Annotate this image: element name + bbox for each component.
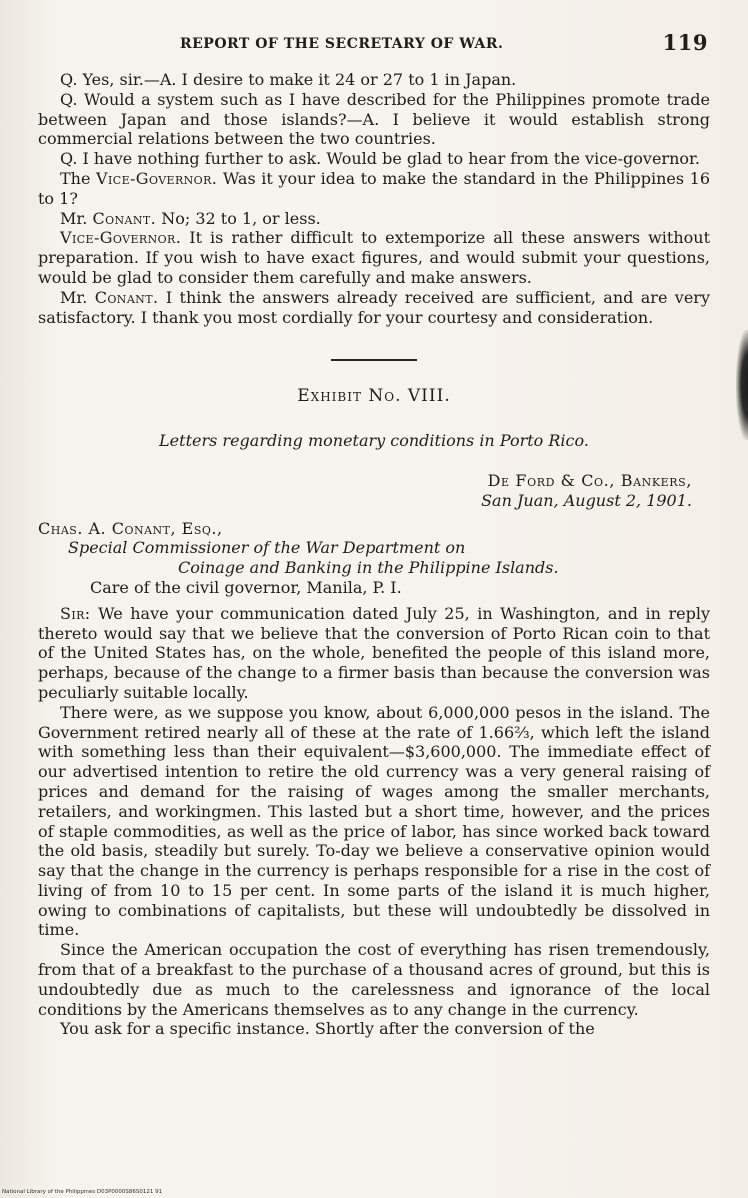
letter-addressee-title-1: Special Commissioner of the War Department on — [68, 538, 466, 558]
exhibit-caption: Letters regarding monetary conditions in Porto Rico. — [159, 431, 589, 451]
letter-body — [38, 604, 710, 1040]
letter-addressee: Chas. A. Conant, Esq., — [38, 518, 223, 538]
letter-paragraph — [38, 940, 710, 1019]
letter-paragraph — [38, 604, 710, 703]
transcript-section — [38, 70, 710, 327]
paragraph-text: It is rather difficult to extemporize all these answers without preparation. If you wish to have exact figures, and would submit your questions, would be glad to consider them carefully and make answers. — [38, 228, 710, 287]
transcript-paragraph — [38, 149, 710, 169]
body-text — [38, 70, 710, 1039]
page-binding-shadow — [736, 330, 748, 440]
page-number: 119 — [662, 30, 708, 55]
paragraph-text: No; 32 to 1, or less. — [156, 208, 321, 228]
letter-dateline: San Juan, August 2, 1901. — [481, 490, 692, 510]
paragraph-text: The — [60, 168, 97, 188]
paragraph-text: Mr. — [60, 208, 93, 228]
library-credit: National Library of the Philippines D03P0000S86S0121 91 — [2, 1189, 163, 1195]
paragraph-text: Mr. — [60, 287, 95, 307]
transcript-paragraph — [38, 70, 710, 90]
letter-addressee-care: Care of the civil governor, Manila, P. I. — [90, 577, 402, 597]
speaker-name: Vice-Governor. — [60, 228, 182, 248]
paragraph-text: There were, as we suppose you know, about 6,000,000 pesos in the island. The Government retired nearly all of these at the rate of 1.66⅔, which left the island with something less than their equivalent—$3,600,000. The immediate effect of our advertised intention to retire the old currency was a very general raising of prices and demand for the raising of wages among the smaller merchants, retailers, and workingmen. This lasted but a short time, however, and the prices of staple commodities, as well as the price of labor, has since worked back toward the old basis, steadily but surely. To-day we believe a conservative opinion would say that the change in the currency is perhaps responsible for a rise in the cost of living of from 10 to 15 per cent. In some parts of the island it is much higher, owing to combinations of capitalists, but these will undoubtedly be dissolved in time. — [38, 702, 710, 940]
speaker-name: Sir: — [60, 603, 91, 623]
running-title: REPORT OF THE SECRETARY OF WAR. — [180, 36, 504, 52]
paragraph-text: Was it your idea to make the standard in the Philippines 16 to 1? — [38, 168, 711, 208]
paragraph-text: We have your communication dated July 25, in Washington, and in reply thereto would say that we believe that the conversion of Porto Rican coin to that of the United States has, on the whole, benefited the people of this island more, perhaps, because of the change to a firmer basis than because the conversion was peculiarly suitable locally. — [38, 603, 710, 702]
speaker-name: Conant. — [92, 208, 157, 228]
paragraph-text: Q. I have nothing further to ask. Would be glad to hear from the vice-governor. — [60, 149, 700, 169]
transcript-paragraph — [38, 169, 710, 209]
paragraph-text: Q. Yes, sir.—A. I desire to make it 24 or 27 to 1 in Japan. — [60, 70, 517, 89]
section-divider — [331, 359, 417, 361]
letter-paragraph — [38, 703, 710, 941]
transcript-paragraph — [38, 209, 710, 229]
paragraph-text: You ask for a specific instance. Shortly after the conversion of the — [60, 1019, 595, 1039]
paragraph-text: Q. Would a system such as I have described for the Philippines promote trade between Japan and those islands?—A. I believe it would establish strong commercial relations between the two countries. — [38, 89, 710, 149]
letter-paragraph — [38, 1019, 710, 1039]
speaker-name: Conant. — [94, 287, 159, 307]
transcript-paragraph — [38, 90, 710, 149]
paragraph-text: Since the American occupation the cost of everything has risen tremendously, from that of a breakfast to the purchase of a thousand acres of ground, but this is undoubtedly due as much to the carelessness and ignorance of the local conditions by the Americans themselves as to any change in the currency. — [38, 940, 710, 1019]
paragraph-text: I think the answers already received are sufficient, and are very satisfactory. I thank you most cordially for your courtesy and consideration. — [38, 287, 710, 327]
transcript-paragraph — [38, 228, 710, 287]
exhibit-heading: Exhibit No. VIII. — [297, 386, 451, 407]
transcript-paragraph — [38, 288, 710, 328]
letter-addressee-title-2: Coinage and Banking in the Philippine Islands. — [178, 558, 559, 578]
letter-firm: De Ford & Co., Bankers, — [487, 470, 692, 490]
speaker-name: Vice-Governor. — [96, 168, 218, 188]
